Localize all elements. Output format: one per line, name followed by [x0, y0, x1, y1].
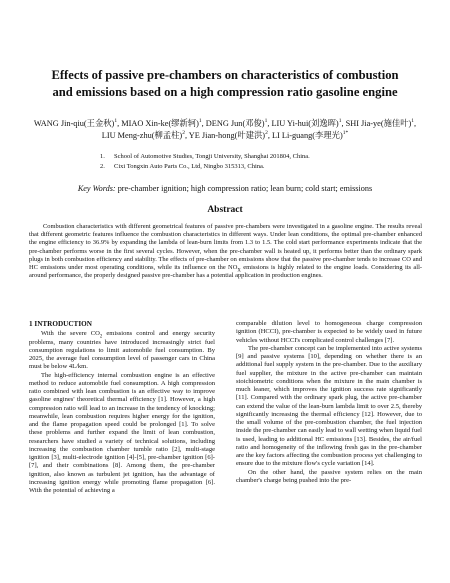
intro-paragraph-3: comparable dilution level to homogeneous charge compression ignition (HCCI), pre-chamber is expected to be widely used in future vehicles without HCCI's complicated control challenges [7].	[236, 320, 422, 344]
author-affiliation-marker: 1	[338, 118, 342, 125]
intro-p1-text-a: With the severe CO	[41, 330, 100, 338]
author-separator: ,	[267, 130, 272, 140]
affiliation-number: 2.	[100, 162, 105, 170]
affiliation-number: 1.	[100, 153, 105, 160]
abstract-text-1: Combustion characteristics with different geometrical features of passive pre-chambers were investigated in a gasoline engine. The results reveal that different geometric features influence the combustion characteristics in different ways. Under lean conditions, the optimal pre-chamber enhanced the engine efficiency to 36.9% by expanding the lambda of lean-burn limits from 1.3 to 1.5. The cold start performance experiments indicate that the pre-chamber performs worse in the first several cycles. However, when the pre-chamber wall is heated up, it performs better than the ordinary spark plugs in both combustion efficiency and stability. The effects of pre-chamber on emissions show that the passive pre-chamber tends to increase CO and HC emissions under most operating conditions, while its influence on the NO	[29, 223, 422, 272]
title-line-2: and emissions based on a high compression ratio gasoline engine	[52, 85, 398, 99]
author-separator: ,	[117, 119, 122, 128]
intro-paragraph-2: The high-efficiency internal combustion engine is an effective method to reduce automobile fuel consumption. A high compression ratio combined with lean combustion is an effective way to improve gasoline engines' theoretical thermal efficiency [1]. However, a high compression ratio will lead to an increase in the tendency of knocking; meanwhile, lean combustion requires higher energy for the ignition, and the flame propagation speed could be prolonged [1]. To solve these problems and further expand the limit of lean combustion, researchers have studied a variety of technical solutions, including increasing the combustion chamber tumble ratio [2], multi-stage ignition [3], multi-electrode ignition [4]-[5], pre-chamber ignition [6]-[7], and their combinations [8]. Among them, the pre-chamber ignition, also known as turbulent jet ignition, has the advantage of increasing ignition energy while promoting flame propagation [6]. With the potential of achieving a	[29, 371, 215, 494]
affiliation-item	[100, 162, 400, 172]
author-name: LIU Yi-hui(刘逸晖)	[271, 119, 339, 128]
author-name: DENG Jun(邓俊)	[205, 119, 265, 128]
author-name: LI Li-guang(李理光)	[271, 130, 343, 140]
paper-title	[20, 67, 430, 101]
introduction-heading: 1 INTRODUCTION	[29, 320, 92, 328]
author-list	[30, 118, 420, 141]
author-affiliation-marker: 1	[114, 118, 118, 125]
author-separator: ,	[414, 119, 417, 128]
author-separator: ,	[201, 119, 206, 128]
author-separator: ,	[184, 130, 189, 140]
author-separator: ,	[267, 119, 272, 128]
intro-paragraph-1	[29, 330, 215, 371]
co2-subscript: 2	[99, 334, 103, 340]
author-name: YE Jian-hong(叶建洪)	[188, 130, 266, 140]
right-column	[236, 320, 422, 485]
author-affiliation-marker: 1*	[342, 129, 349, 136]
left-column	[29, 320, 215, 495]
author-affiliation-marker: 1	[198, 118, 202, 125]
author-affiliation-marker: 1	[411, 118, 415, 125]
affiliation-item	[100, 152, 400, 162]
author-affiliation-marker: 2	[265, 129, 268, 136]
abstract-nox-subscript: X	[237, 268, 241, 274]
author-name: WANG Jin-qiu(王金秋)	[33, 119, 115, 128]
author-affiliation-marker: 1	[264, 118, 268, 125]
author-affiliation-marker: 2	[182, 129, 185, 136]
intro-paragraph-4: The pre-chamber concept can be implemented into active systems [9] and passive systems [10], depending on whether there is an additional fuel supply system in the pre-chamber. Due to the auxiliary fuel supplier, the mixture in the active pre-chamber can maintain stoichiometric conditions when the mixture in the main chamber is much leaner, which improves the ignition success rate significantly [11]. Compared with the ordinary spark plug, the active pre-chamber can extend the value of the lean-burn lambda limit to over 2.5, thereby significantly increasing the thermal efficiency [12]. However, due to the small volume of the pre-combustion chamber, the fuel injection inside the pre-chamber can easily lead to wall wetting when liquid fuel is used, leading to additional HC emissions [13]. Besides, the air/fuel ratio and homogeneity of the inflowing fresh gas in the pre-chamber are the key factors affecting the combustion process yet challenging to ensure due to the mixture flow's cycle variation [14].	[236, 344, 422, 468]
intro-p1-text-b: emissions control and energy security problems, many countries have introduced increasingly strict fuel consumption regulations to limit automobile fuel consumption. By 2025, the average fuel consumption level of passenger cars in China must be below 4L/km.	[29, 330, 215, 371]
title-line-1: Effects of passive pre-chambers on characteristics of combustion	[51, 68, 399, 82]
author-name: MIAO Xin-ke(缪新轲)	[121, 119, 199, 128]
keywords	[20, 184, 430, 193]
affiliation-text: School of Automotive Studies, Tongji University, Shanghai 201804, China.	[114, 153, 310, 160]
keywords-text: pre-chamber ignition; high compression ratio; lean burn; cold start; emissions	[115, 184, 373, 193]
abstract-text-2: emissions is highly related to the engine loads. Considering its all-around performance, the properly designed passive pre-chamber has a potential application in production engines.	[29, 264, 422, 280]
abstract-body	[29, 223, 422, 280]
author-name: LIU Meng-zhu(柳孟柱)	[101, 130, 183, 140]
affiliation-text: Cixi Tongxin Auto Parts Co., Ltd, Ningbo 315313, China.	[114, 162, 265, 170]
keywords-label: Key Words:	[77, 184, 116, 193]
affiliation-list	[100, 152, 400, 171]
abstract-heading: Abstract	[207, 205, 243, 215]
intro-paragraph-5: On the other hand, the passive system relies on the main chamber's charge being pushed into the pre-	[236, 468, 422, 484]
author-name: SHI Jia-ye(施佳叶)	[345, 119, 412, 128]
author-separator: ,	[341, 119, 346, 128]
